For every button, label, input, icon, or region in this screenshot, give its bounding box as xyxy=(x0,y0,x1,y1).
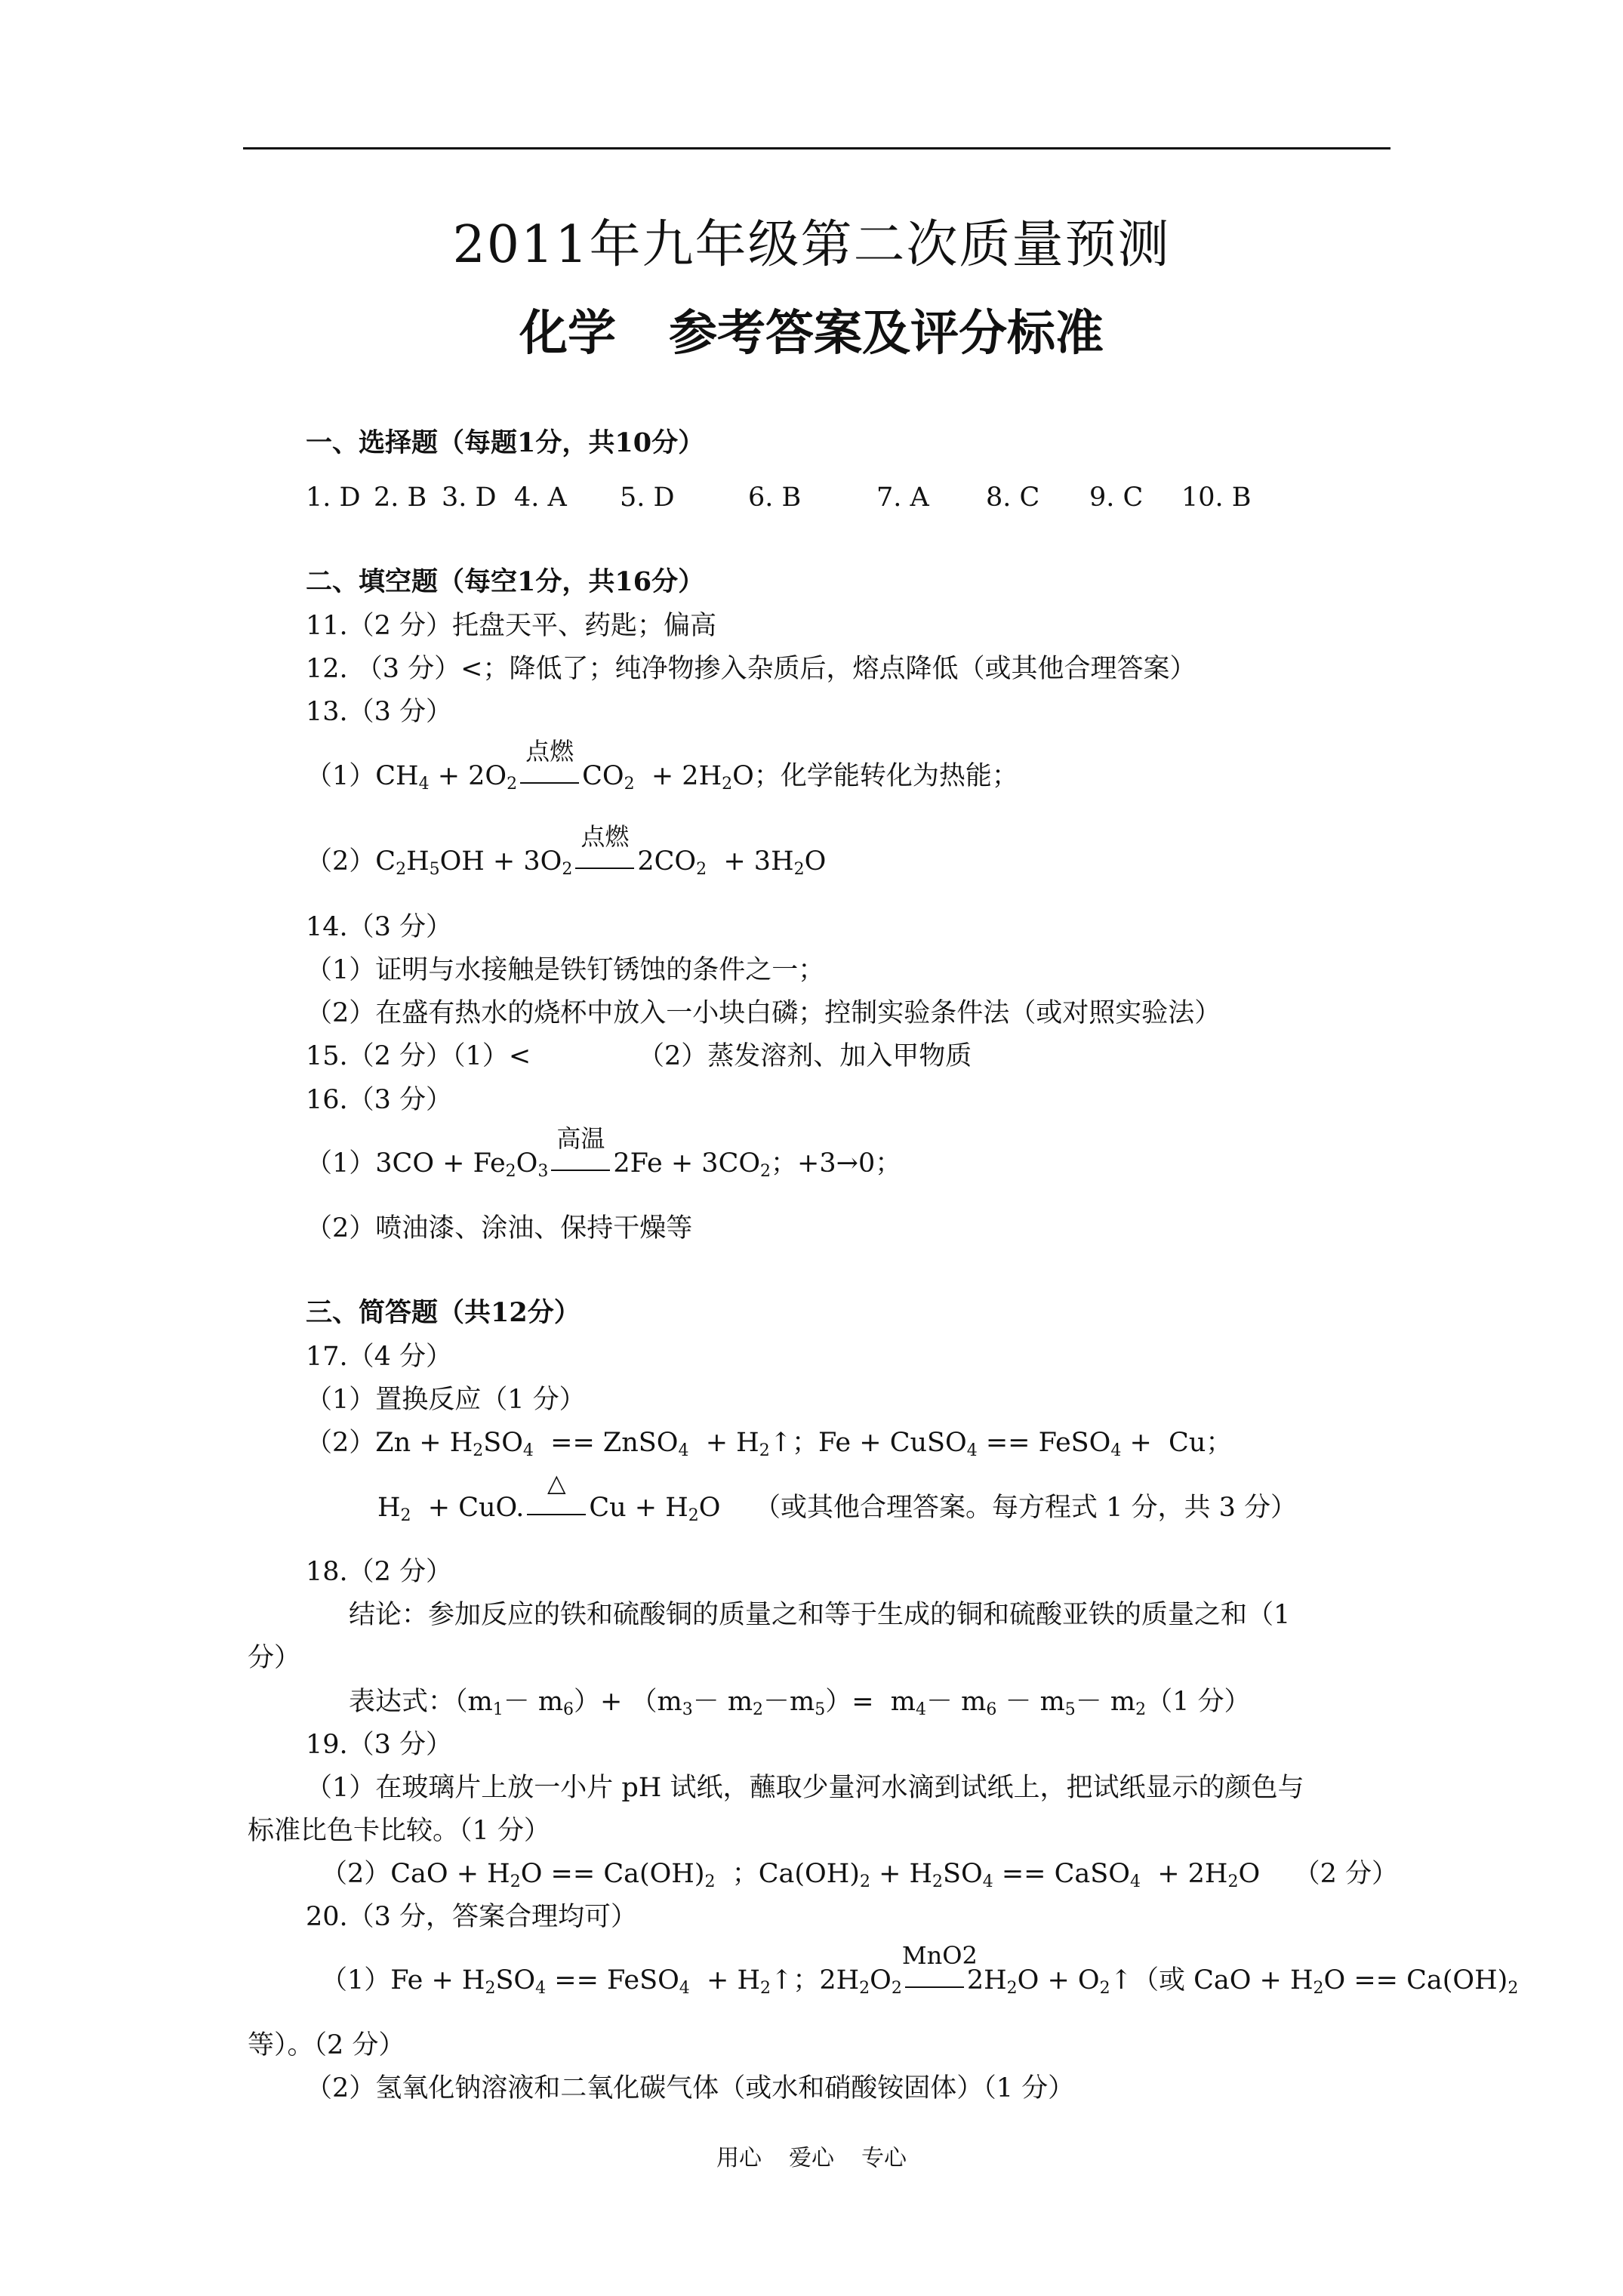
q17-part1: （1）置换反应（1 分） xyxy=(306,1385,586,1415)
mc-answer: 4. A xyxy=(514,482,567,513)
q17-heading: 17.（4 分） xyxy=(306,1342,453,1372)
mc-answer: 3. D xyxy=(442,482,497,513)
page-footer xyxy=(0,2139,1623,2172)
reaction-condition: MnO2 xyxy=(902,1967,967,1997)
q20-part2: （2）氢氧化钠溶液和二氧化碳气体（或水和硝酸铵固体）（1 分） xyxy=(306,2073,1075,2103)
q20-part1-cont: 等）。（2 分） xyxy=(248,2030,405,2060)
q15-part1: 15.（2 分）（1）< xyxy=(306,1041,531,1071)
header-rule xyxy=(243,147,1390,149)
q18-heading: 18.（2 分） xyxy=(306,1557,453,1587)
q12-answer: 12. （3 分）<；降低了；纯净物掺入杂质后，熔点降低（或其他合理答案） xyxy=(306,654,1196,684)
q13-part2: $(2)C_2H_5OH + 3O_2$ 点燃 $2CO_2 + 3H_2O$ xyxy=(306,821,827,879)
mc-answer: 10. B xyxy=(1181,482,1252,513)
footer-word: 专心 xyxy=(861,2145,907,2171)
footer-word: 用心 xyxy=(716,2145,762,2171)
mc-answer: 2. B xyxy=(374,482,427,513)
mc-answer: 9. C xyxy=(1089,482,1144,513)
q17-part2-line2: $H_2$ + CuO. △ $Cu + H_2O$ （或其他合理答案。每方程式 1 分，共 3 分） xyxy=(377,1468,1297,1525)
q14-part2: （2）在盛有热水的烧杯中放入一小块白磷；控制实验条件法（或对照实验法） xyxy=(306,998,1221,1028)
footer-word: 爱心 xyxy=(789,2145,834,2171)
reaction-condition: 高温 xyxy=(548,1150,613,1180)
reaction-condition: 点燃 xyxy=(572,848,637,878)
reaction-condition: △ xyxy=(524,1494,589,1524)
q16-heading: 16.（3 分） xyxy=(306,1085,453,1115)
mc-answer: 7. A xyxy=(876,482,929,513)
q19-heading: 19.（3 分） xyxy=(306,1730,453,1760)
q20-heading: 20.（3 分，答案合理均可） xyxy=(306,1902,638,1932)
q20-part1: $(1)Fe + H_2SO_4$ == FeSO$_4$ + $H_2↑$；$2H_2O_2$ MnO2 $2H_2O$ + $O_2↑$（或 CaO + $H_2O == Ca(OH)_2$ xyxy=(321,1940,1519,1998)
q14-heading: 14.（3 分） xyxy=(306,912,453,942)
q19-part1: （1）在玻璃片上放一小片 pH 试纸，蘸取少量河水滴到试纸上，把试纸显示的颜色与 xyxy=(306,1773,1304,1803)
mc-answer: 6. B xyxy=(748,482,802,513)
q13-heading: 13.（3 分） xyxy=(306,697,453,727)
q13-part1: $(1)CH_4 + 2O_2$ 点燃 $CO_2 + 2H_2O$；化学能转化为热能； xyxy=(306,736,1018,794)
q16-part2: （2）喷油漆、涂油、保持干燥等 xyxy=(306,1213,693,1244)
q11-answer: 11.（2 分）托盘天平、药匙；偏高 xyxy=(306,611,717,641)
page-title: 2011年九年级第二次质量预测 xyxy=(452,215,1171,275)
reaction-condition: 点燃 xyxy=(517,763,582,793)
q16-part1: $(1)3CO + Fe_2O_3$ 高温 $2Fe + 3CO_2$；+3→0； xyxy=(306,1123,902,1181)
section2-heading: 二、填空题（每空1分，共16分） xyxy=(306,566,705,597)
q18-conclusion-cont: 分） xyxy=(248,1643,301,1673)
section3-heading: 三、简答题（共12分） xyxy=(306,1297,581,1328)
section1-heading: 一、选择题（每题1分，共10分） xyxy=(306,427,705,458)
q14-part1: （1）证明与水接触是铁钉锈蚀的条件之一； xyxy=(306,955,825,985)
mc-answer: 1. D xyxy=(306,482,361,513)
mc-answer: 8. C xyxy=(986,482,1040,513)
mc-answers xyxy=(306,482,1252,513)
q17-part2-line1: $(2)Zn + H_2SO_4$ == ZnSO$_4$ + $H_2↑$；Fe + CuSO$_4$ == FeSO$_4$ + Cu； xyxy=(306,1428,1233,1460)
q19-part2: $(2)CaO + H_2O == Ca(OH)_2$ ；$Ca(OH)_2 + H_2SO_4$ == CaSO$_4$ + $2H_2O$ （2 分） xyxy=(321,1859,1399,1891)
subject-label: 化学 xyxy=(519,306,616,362)
mc-answer: 5. D xyxy=(620,482,675,513)
q19-part1-cont: 标准比色卡比较。（1 分） xyxy=(248,1816,550,1846)
q15-part2: （2）蒸发溶剂、加入甲物质 xyxy=(638,1041,972,1071)
q18-conclusion: 结论：参加反应的铁和硫酸铜的质量之和等于生成的铜和硫酸亚铁的质量之和（1 xyxy=(349,1600,1291,1630)
q18-expression: 表达式：$(m_1- m_6)+ (m_3- m_2-m_5)= m_4- m_6 - m_5- m_2(1$ 分） xyxy=(349,1687,1251,1719)
page-subtitle xyxy=(0,294,1623,364)
subtitle-text: 参考答案及评分标准 xyxy=(669,306,1104,362)
